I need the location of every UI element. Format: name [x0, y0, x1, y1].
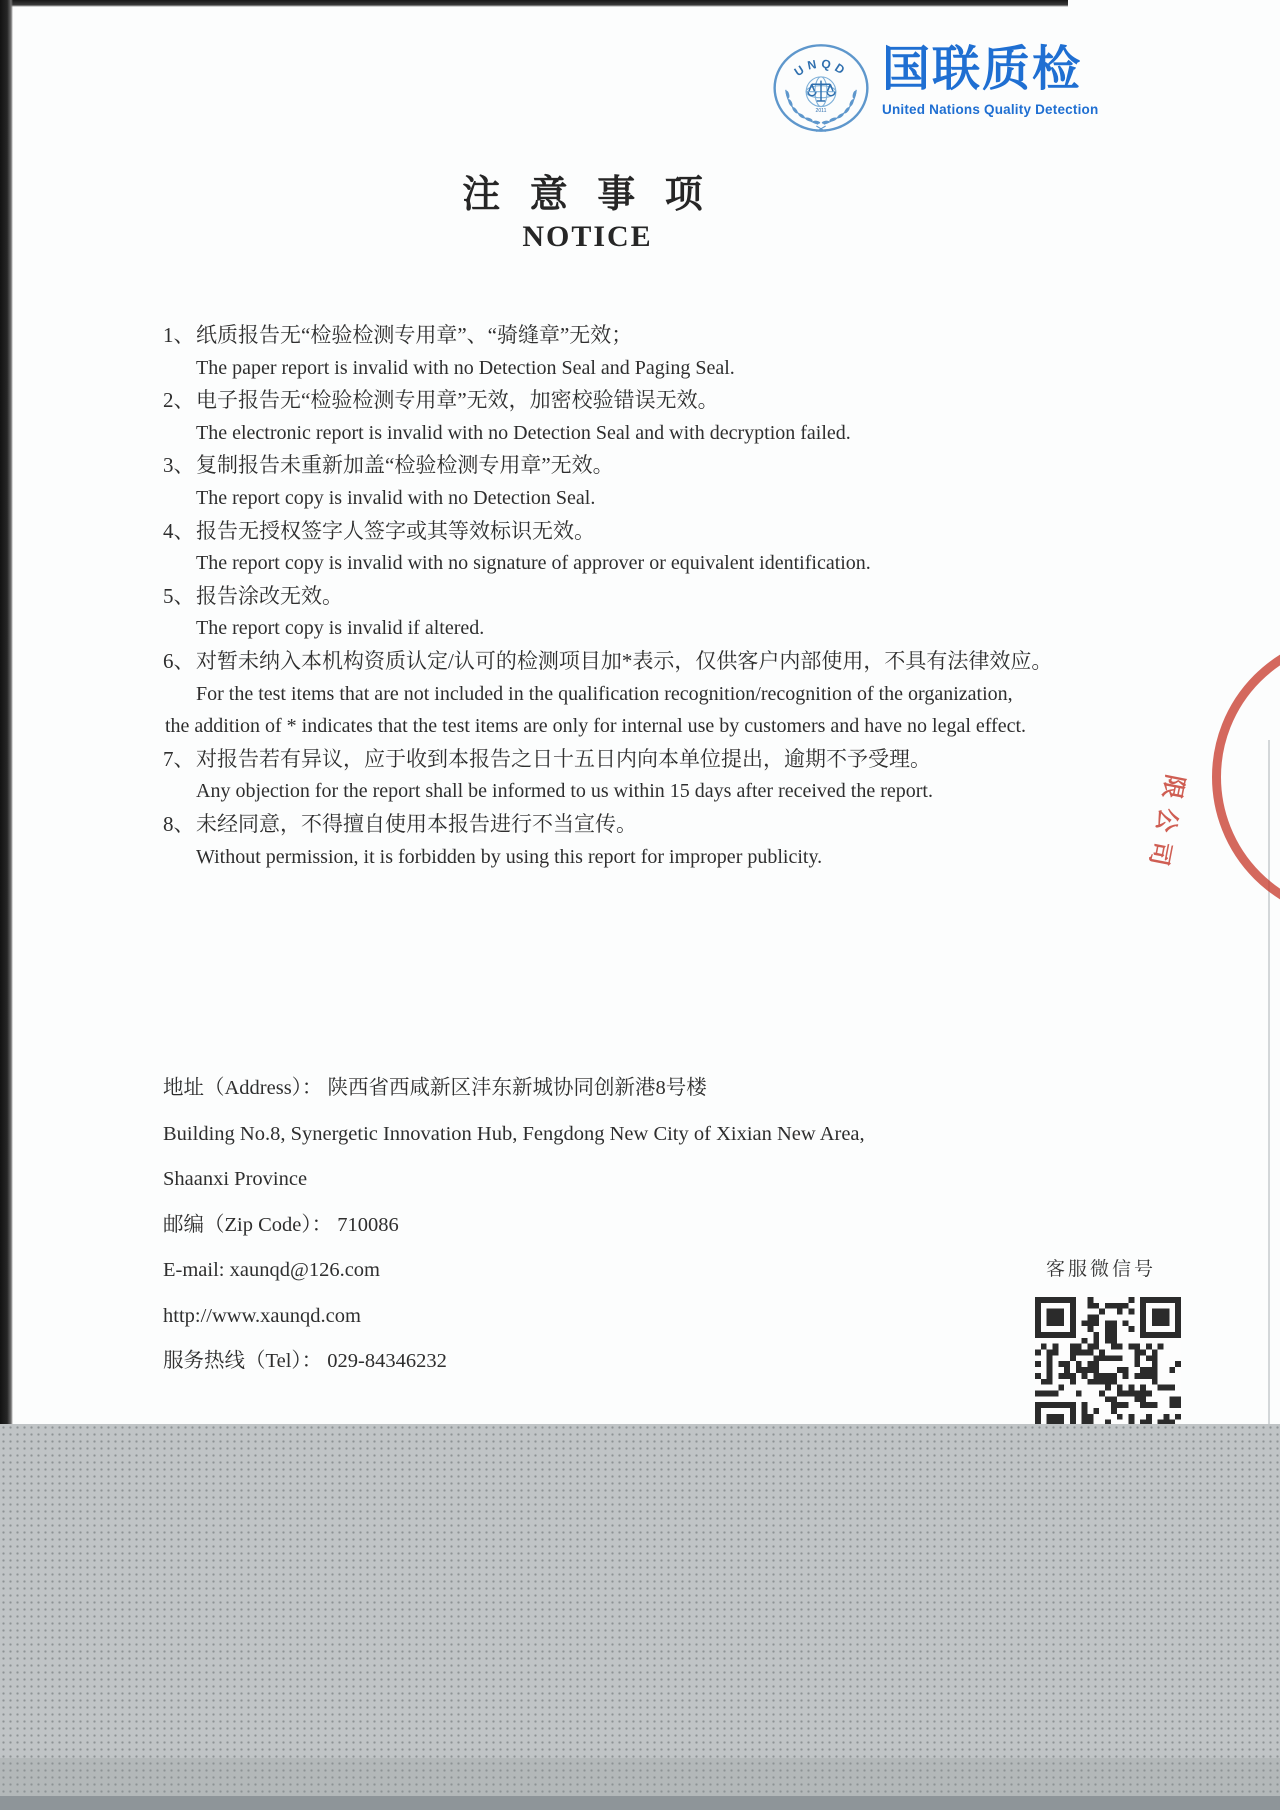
scan-edge-top: [0, 0, 1068, 7]
page-title-en: NOTICE: [522, 220, 653, 253]
page-title-cn: 注 意 事 项: [462, 174, 713, 216]
qr-label: 客服微信号: [1046, 1259, 1157, 1280]
contact-tel: 服务热线（Tel）： 029-84346232: [163, 1350, 447, 1372]
notice-item-1-en: The paper report is invalid with no Detection Seal and Paging Seal.: [196, 356, 735, 379]
svg-text:UNQD: UNQD: [791, 56, 851, 80]
notice-item-3-en: The report copy is invalid with no Detection Seal.: [196, 486, 596, 509]
notice-item-7-en: Any objection for the report shall be informed to us within 15 days after received the report.: [196, 780, 933, 803]
red-seal: [1212, 633, 1280, 921]
contact-address-en1: Building No.8, Synergetic Innovation Hub, Fengdong New City of Xixian New Area,: [163, 1122, 865, 1145]
notice-item-7-cn: 7、 对报告若有异议，应于收到本报告之日十五日内向本单位提出，逾期不予受理。: [163, 746, 931, 771]
brand-name: 国联质检: [882, 43, 1083, 96]
brand-subtitle: United Nations Quality Detection: [882, 102, 1099, 117]
contact-address-en2: Shaanxi Province: [163, 1168, 308, 1190]
notice-item-8-cn: 8、 未经同意，不得擅自使用本报告进行不当宣传。: [163, 811, 637, 836]
red-seal-text: 限公司: [1142, 772, 1188, 878]
unqd-emblem-icon: [770, 40, 872, 136]
notice-item-6-en-line2: the addition of * indicates that the test items are only for internal use by customers and have no legal effect.: [165, 715, 1027, 738]
notice-item-3-cn: 3、 复制报告未重新加盖“检验检测专用章”无效。: [163, 453, 614, 478]
qr-code: [1035, 1297, 1181, 1443]
notice-item-5-cn: 5、 报告涂改无效。: [163, 583, 343, 608]
header-logo: [770, 40, 1098, 136]
footer-band-stripe: [0, 1758, 1280, 1798]
notice-item-6-en-line1: For the test items that are not included in the qualification recognition/recognition of the organization,: [196, 682, 1013, 705]
notice-item-4-en: The report copy is invalid with no signature of approver or equivalent identification.: [196, 552, 871, 575]
notice-item-1-cn: 1、 纸质报告无“检验检测专用章”、“骑缝章”无效；: [163, 323, 633, 347]
contact-email: E-mail: xaunqd@126.com: [163, 1259, 381, 1281]
svg-text:2011: 2011: [815, 108, 827, 115]
footer-scan-band: [0, 1424, 1280, 1810]
notice-list: [163, 319, 1143, 873]
contact-website: http://www.xaunqd.com: [163, 1304, 361, 1327]
contact-address-cn: 地址（Address）： 陕西省西咸新区沣东新城协同创新港8号楼: [163, 1077, 707, 1099]
footer-band-bottom-edge: [0, 1796, 1280, 1810]
notice-item-4-cn: 4、 报告无授权签字人签字或其等效标识无效。: [163, 518, 595, 543]
notice-item-6-cn: 6、 对暂未纳入本机构资质认定/认可的检测项目加*表示，仅供客户内部使用，不具有法律效应。: [163, 648, 1053, 673]
contact-block: [163, 1066, 865, 1385]
contact-zip: 邮编（Zip Code）： 710086: [163, 1213, 399, 1236]
notice-item-8-en: Without permission, it is forbidden by using this report for improper publicity.: [196, 845, 823, 868]
notice-item-5-en: The report copy is invalid if altered.: [196, 617, 485, 640]
notice-item-2-cn: 2、 电子报告无“检验检测专用章”无效，加密校验错误无效。: [163, 388, 719, 413]
notice-item-2-en: The electronic report is invalid with no Detection Seal and with decryption failed.: [196, 421, 851, 444]
